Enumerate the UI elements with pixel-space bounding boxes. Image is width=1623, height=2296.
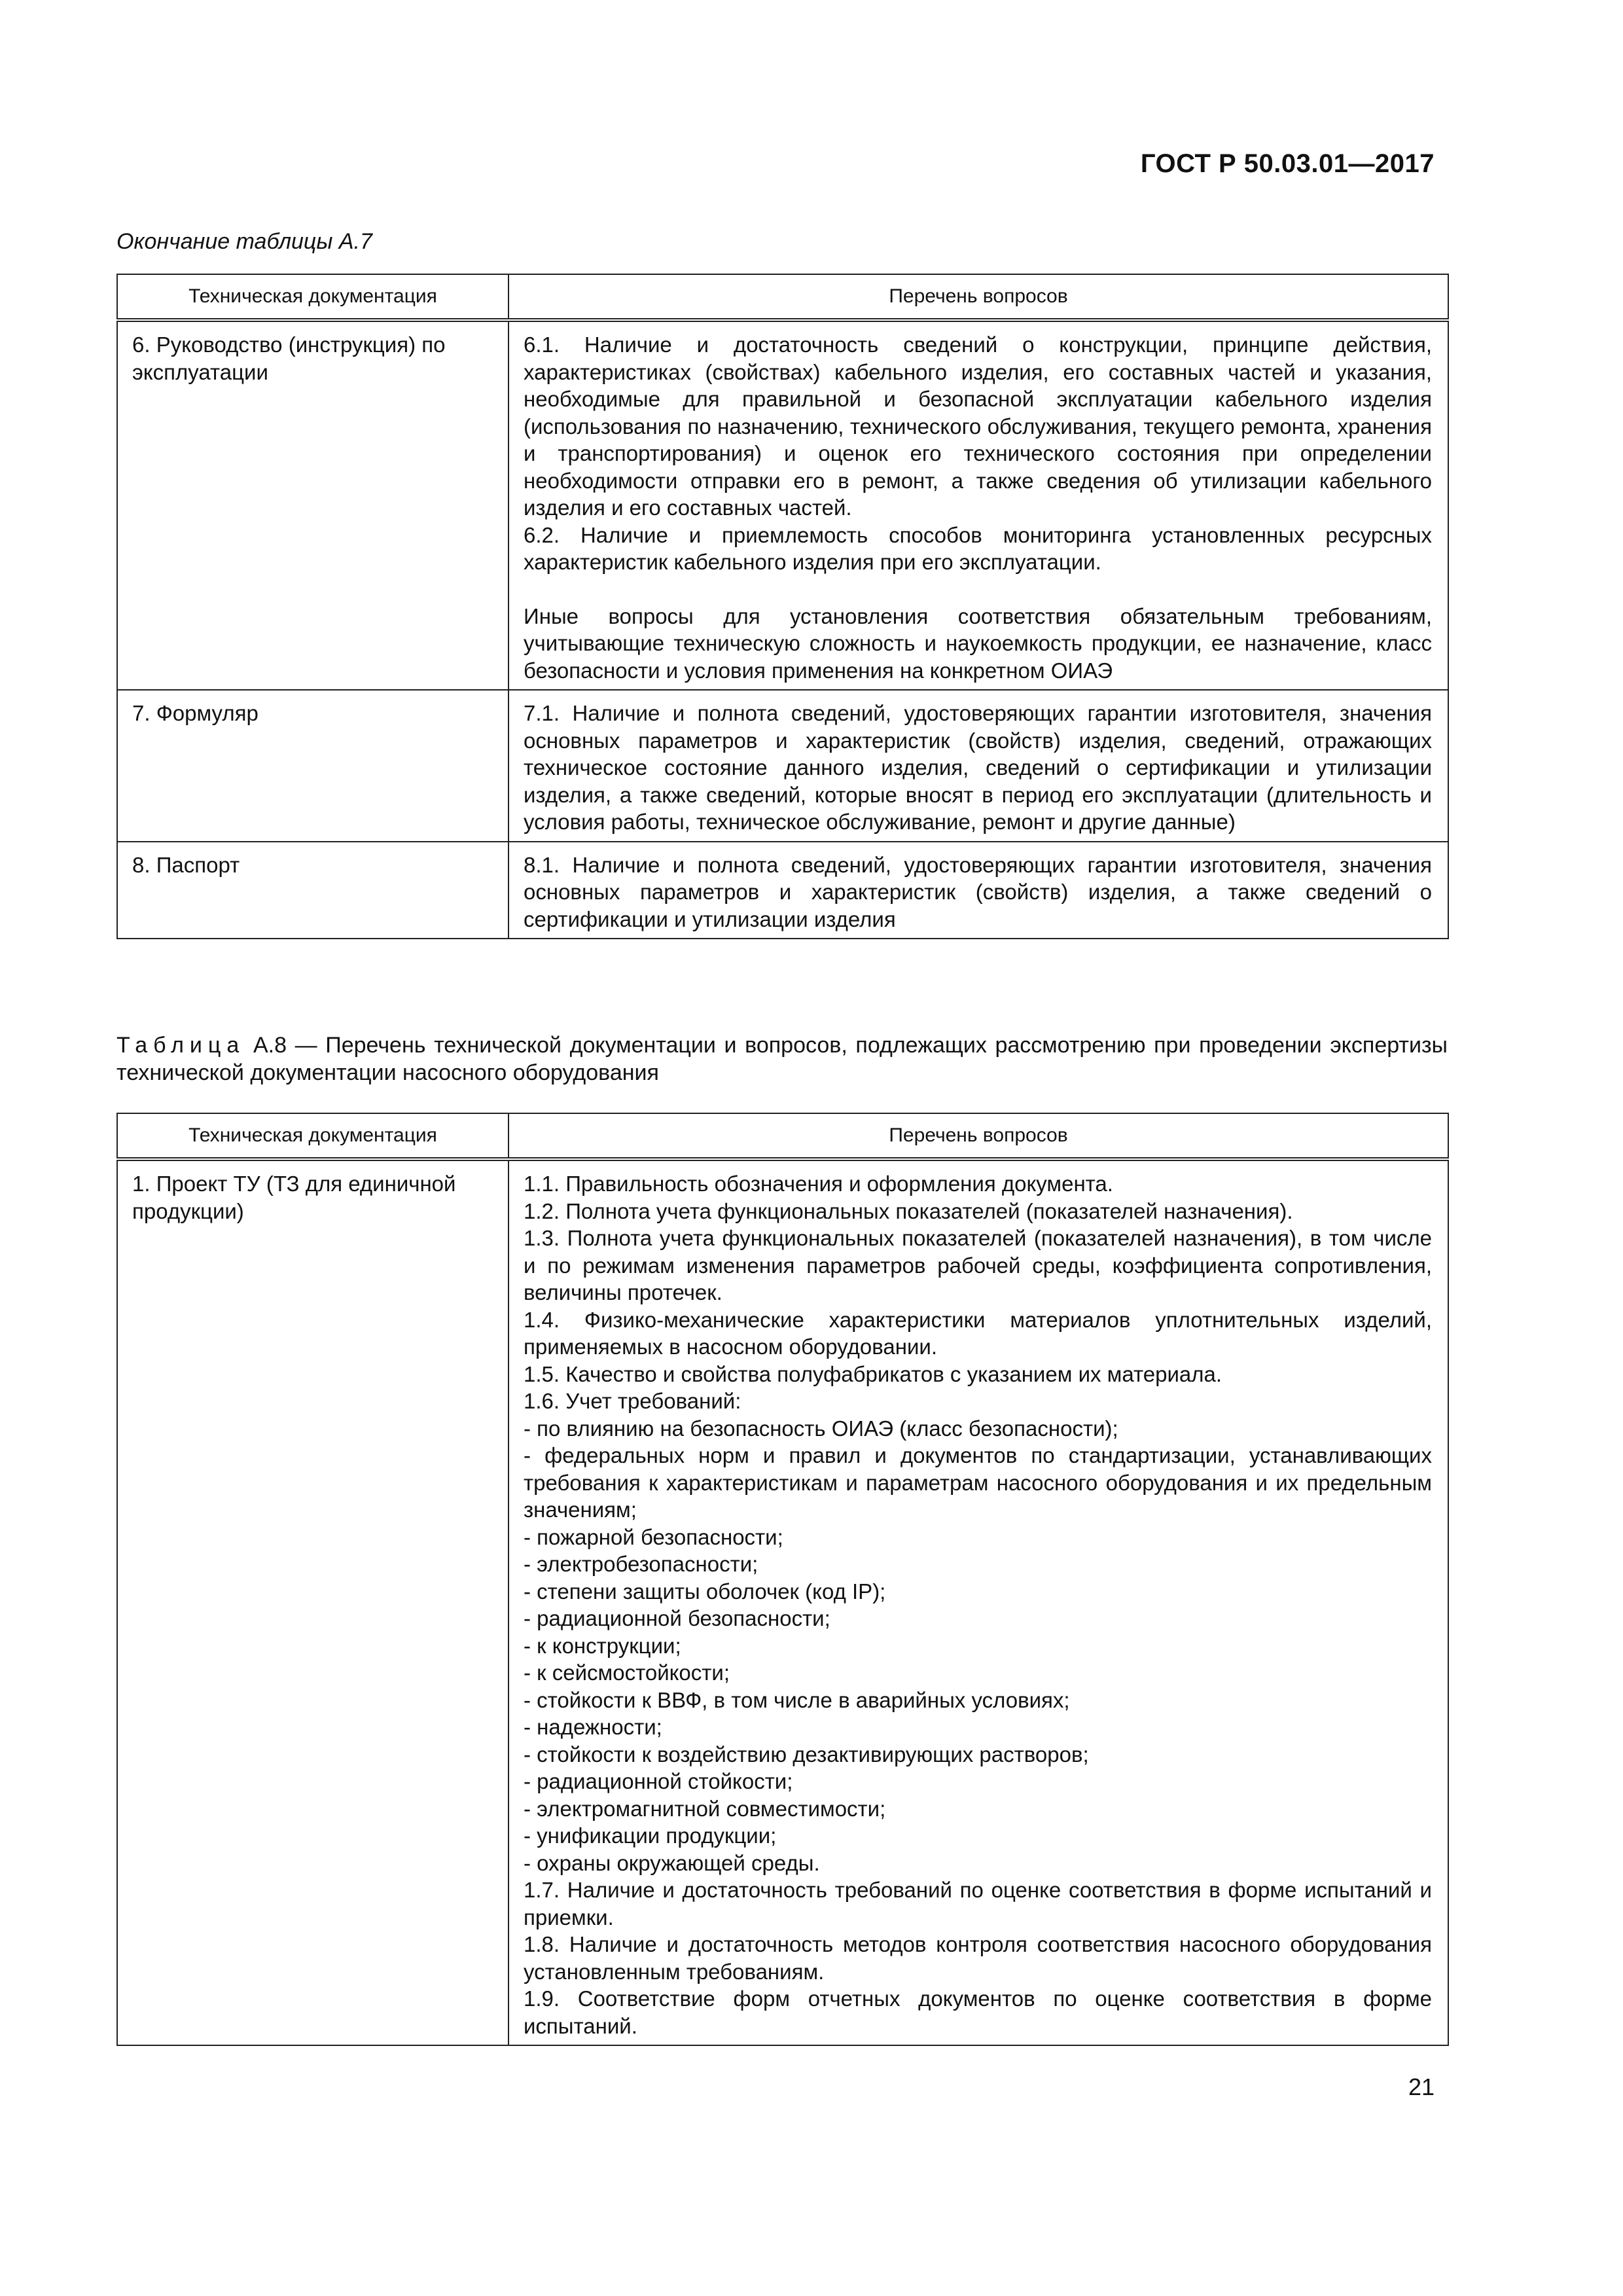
question-item: 1.6. Учет требований: xyxy=(524,1389,741,1413)
questions-cell xyxy=(508,1159,1448,2045)
question-item: - к конструкции; xyxy=(524,1633,681,1658)
question-item: - степени защиты оболочек (код IP); xyxy=(524,1579,886,1604)
doc-cell: 8. Паспорт xyxy=(117,842,508,939)
standard-code: ГОСТ Р 50.03.01—2017 xyxy=(1140,149,1435,178)
doc-cell: 7. Формуляр xyxy=(117,690,508,842)
question-item: - электромагнитной совместимости; xyxy=(524,1796,886,1821)
question-item: - охраны окружающей среды. xyxy=(524,1850,820,1875)
table-row xyxy=(117,320,1448,690)
question-item: 7.1. Наличие и полнота сведений, удостоверяющих гарантии изготовителя, значения основных параметров и характеристик (свойств) изделия, сведений, отражающих техническое состояние данного изделия, сведений о сертификации и утилизации изделия, а также сведений, которые вносят в период его эксплуатации (длительность и условия работы, техническое обслуживание, ремонт и другие данные) xyxy=(524,701,1432,834)
table-header-row xyxy=(117,274,1448,320)
question-item: Иные вопросы для установления соответствия обязательным требованиям, учитывающие техническую сложность и наукоемкость продукции, ее назначение, класс безопасности и условия применения на конкретном ОИАЭ xyxy=(524,603,1432,683)
table-row xyxy=(117,690,1448,842)
table-title: А.8 — Перечень технической документации и вопросов, подлежащих рассмотрению при проведении экспертизы технической документации насосного оборудования xyxy=(116,1033,1448,1085)
question-item: 1.3. Полнота учета функциональных показателей (показателей назначения), в том числе и по режимам изменения параметров рабочей среды, коэффициента сопротивления, величины протечек. xyxy=(524,1226,1432,1304)
table-a8-caption xyxy=(116,1031,1448,1086)
question-item: 1.1. Правильность обозначения и оформления документа. xyxy=(524,1172,1113,1196)
table-a7 xyxy=(116,274,1449,939)
question-item: 1.2. Полнота учета функциональных показателей (показателей назначения). xyxy=(524,1198,1293,1223)
doc-cell: 1. Проект ТУ (ТЗ для единичной продукции) xyxy=(117,1159,508,2045)
question-item: - стойкости к ВВФ, в том числе в аварийных условиях; xyxy=(524,1687,1070,1712)
question-item: 1.9. Соответствие форм отчетных документов по оценке соответствия в форме испытаний. xyxy=(524,1986,1432,2038)
column-header-questions: Перечень вопросов xyxy=(508,1113,1448,1159)
page-number: 21 xyxy=(1408,2073,1435,2100)
question-item: - стойкости к воздействию дезактивирующих растворов; xyxy=(524,1742,1089,1767)
question-item: 6.1. Наличие и достаточность сведений о конструкции, принципе действия, характеристиках (свойствах) кабельного изделия, его составных частей и указания, необходимые для правильной и безопасной эксплуатации кабельного изделия (использования по назначению, технического обслуживания, текущего ремонта, хранения и транспортирования) и оценок его технического состояния при определении необходимости отправки его в ремонт, а также сведения об утилизации кабельного изделия и его составных частей. xyxy=(524,332,1432,520)
questions-cell xyxy=(508,842,1448,939)
table-a7-continuation-caption: Окончание таблицы А.7 xyxy=(116,229,372,254)
question-item: 6.2. Наличие и приемлемость способов мониторинга установленных ресурсных характеристик кабельного изделия при его эксплуатации. xyxy=(524,522,1432,574)
question-item: - электробезопасности; xyxy=(524,1552,758,1576)
question-item: - к сейсмостойкости; xyxy=(524,1660,730,1685)
question-item: 1.5. Качество и свойства полуфабрикатов с указанием их материала. xyxy=(524,1361,1222,1386)
question-item: - радиационной безопасности; xyxy=(524,1606,830,1630)
doc-cell: 6. Руководство (инструкция) по эксплуатации xyxy=(117,320,508,690)
column-header-questions: Перечень вопросов xyxy=(508,274,1448,320)
question-item: 8.1. Наличие и полнота сведений, удостоверяющих гарантии изготовителя, значения основных параметров и характеристик (свойств) изделия, а также сведений о сертификации и утилизации изделия xyxy=(524,852,1432,931)
question-item: - федеральных норм и правил и документов по стандартизации, устанавливающих требования к характеристикам и параметрам насосного оборудования и их предельным значениям; xyxy=(524,1443,1432,1522)
question-item: - радиационной стойкости; xyxy=(524,1769,793,1793)
column-header-documentation: Техническая документация xyxy=(117,1113,508,1159)
question-item: - унификации продукции; xyxy=(524,1823,777,1848)
question-item: - по влиянию на безопасность ОИАЭ (класс безопасности); xyxy=(524,1416,1118,1441)
question-item: - надежности; xyxy=(524,1715,662,1739)
table-a8 xyxy=(116,1113,1449,2046)
table-row xyxy=(117,1159,1448,2045)
table-row xyxy=(117,842,1448,939)
question-item: - пожарной безопасности; xyxy=(524,1524,783,1549)
questions-cell xyxy=(508,690,1448,842)
question-item: 1.7. Наличие и достаточность требований по оценке соответствия в форме испытаний и приемки. xyxy=(524,1878,1432,1929)
question-item: 1.4. Физико-механические характеристики материалов уплотнительных изделий, применяемых в насосном оборудовании. xyxy=(524,1307,1432,1359)
questions-cell xyxy=(508,320,1448,690)
question-item: 1.8. Наличие и достаточность методов контроля соответствия насосного оборудования установленным требованиям. xyxy=(524,1932,1432,1984)
paragraph-gap xyxy=(524,576,1432,603)
table-label: Таблица xyxy=(116,1033,245,1058)
column-header-documentation: Техническая документация xyxy=(117,274,508,320)
table-header-row xyxy=(117,1113,1448,1159)
